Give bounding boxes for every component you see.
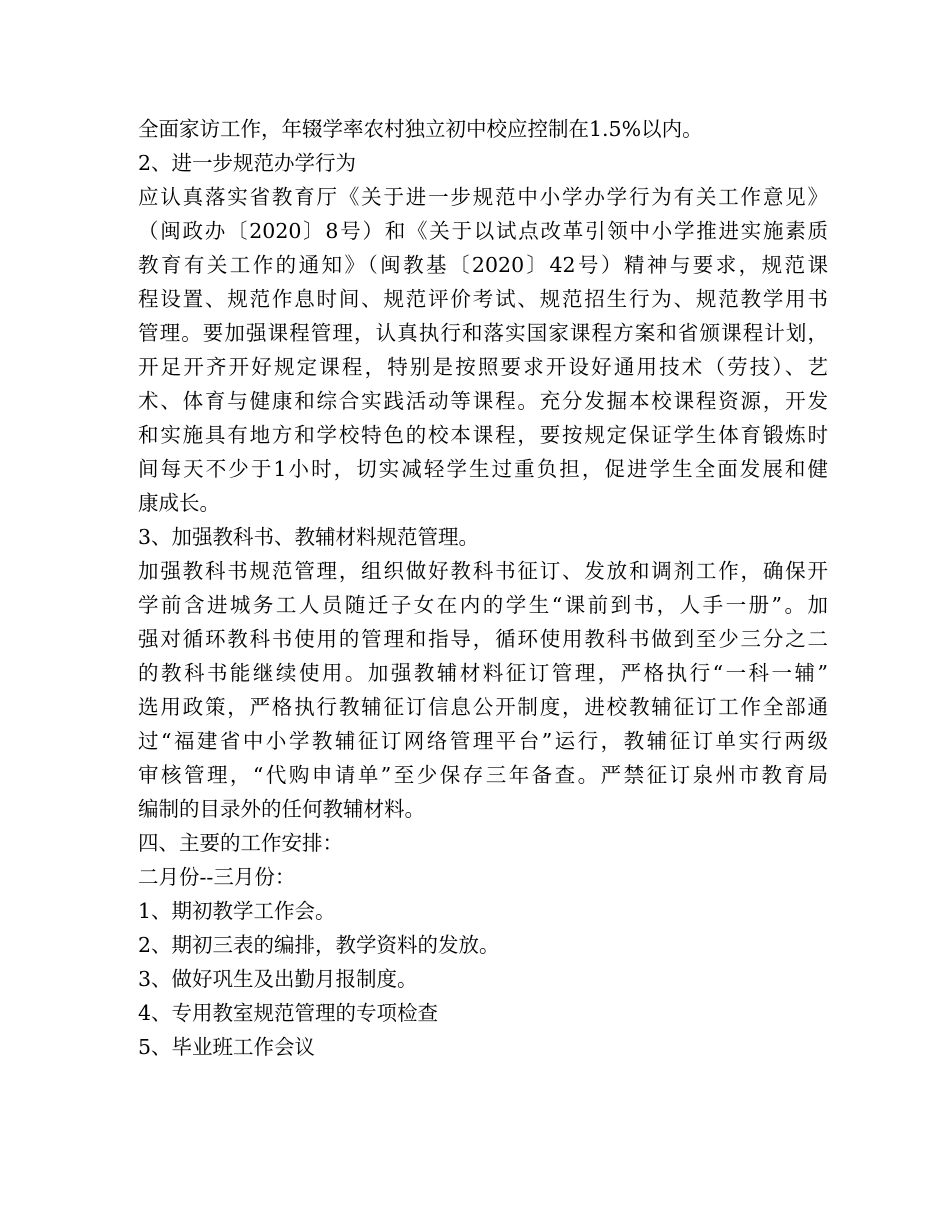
text-line: 间每天不少于1小时，切实减轻学生过重负担，促进学生全面发展和健	[138, 457, 828, 481]
text-line: （闽政办〔2020〕8号）和《关于以试点改革引领中小学推进实施素质	[138, 219, 828, 243]
section-heading: 2、进一步规范办学行为	[138, 151, 357, 175]
text-line: 程设置、规范作息时间、规范评价考试、规范招生行为、规范教学用书	[138, 287, 828, 311]
text-line: 应认真落实省教育厅《关于进一步规范中小学办学行为有关工作意见》	[138, 185, 828, 209]
text-line: 术、体育与健康和综合实践活动等课程。充分发掘本校课程资源，开发	[138, 389, 828, 413]
list-item: 2、期初三表的编排，教学资料的发放。	[138, 933, 500, 957]
text-line: 和实施具有地方和学校特色的校本课程，要按规定保证学生体育锻炼时	[138, 423, 828, 447]
subsection-heading: 二月份--三月份：	[138, 865, 296, 889]
section-heading: 3、加强教科书、教辅材料规范管理。	[138, 525, 480, 549]
text-line: 选用政策，严格执行教辅征订信息公开制度，进校教辅征订工作全部通	[138, 695, 828, 719]
text-line: 教育有关工作的通知》（闽教基〔2020〕42号）精神与要求，规范课	[138, 253, 828, 277]
document-body	[138, 112, 828, 1064]
text-line: 过“福建省中小学教辅征订网络管理平台”运行，教辅征订单实行两级	[138, 729, 828, 753]
text-line: 康成长。	[138, 491, 220, 515]
text-line: 加强教科书规范管理，组织做好教科书征订、发放和调剂工作，确保开	[138, 559, 828, 583]
text-line: 编制的目录外的任何教辅材料。	[138, 797, 425, 821]
text-line: 的教科书能继续使用。加强教辅材料征订管理，严格执行“一科一辅”	[138, 661, 828, 685]
list-item: 4、专用教室规范管理的专项检查	[138, 1001, 439, 1025]
text-line: 强对循环教科书使用的管理和指导，循环使用教科书做到至少三分之二	[138, 627, 828, 651]
section-heading: 四、主要的工作安排：	[138, 831, 343, 855]
list-item: 3、做好巩生及出勤月报制度。	[138, 967, 418, 991]
text-line: 管理。要加强课程管理，认真执行和落实国家课程方案和省颁课程计划，	[138, 321, 828, 345]
list-item: 5、毕业班工作会议	[138, 1035, 316, 1059]
text-line: 开足开齐开好规定课程，特别是按照要求开设好通用技术（劳技）、艺	[138, 355, 828, 379]
text-line: 学前含进城务工人员随迁子女在内的学生“课前到书，人手一册”。加	[138, 593, 828, 617]
text-line: 全面家访工作，年辍学率农村独立初中校应控制在1.5%以内。	[138, 117, 703, 141]
list-item: 1、期初教学工作会。	[138, 899, 336, 923]
text-line: 审核管理，“代购申请单”至少保存三年备查。严禁征订泉州市教育局	[138, 763, 828, 787]
